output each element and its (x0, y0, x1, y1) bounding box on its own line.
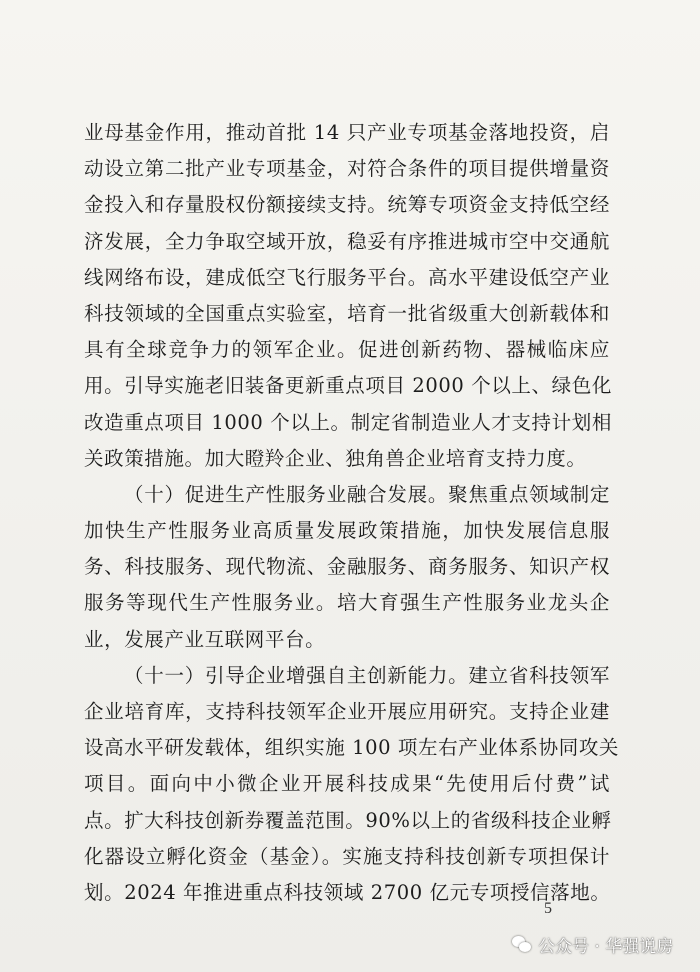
text-line: （十）促进生产性服务业融合发展。聚焦重点领域制定 (124, 482, 610, 506)
watermark-text: 公众号 · 华强说房 (538, 937, 674, 957)
text-line: 加快生产性服务业高质量发展政策措施，加快发展信息服 (84, 519, 610, 543)
text-line: 化器设立孵化资金（基金）。实施支持科技创新专项担保计 (84, 844, 610, 868)
body-text (84, 115, 620, 911)
text-line: 设高水平研发载体，组织实施 100 项左右产业体系协同攻关 (84, 736, 620, 760)
text-line: 动设立第二批产业专项基金，对符合条件的项目提供增量资 (84, 157, 610, 181)
text-line: 科技领域的全国重点实验室，培育一批省级重大创新载体和 (84, 301, 610, 325)
text-line: （十一）引导企业增强自主创新能力。建立省科技领军 (124, 663, 610, 687)
text-line: 服务等现代生产性服务业。培大育强生产性服务业龙头企 (84, 591, 610, 615)
text-line: 济发展，全力争取空域开放，稳妥有序推进城市空中交通航 (84, 229, 610, 253)
text-line: 线网络布设，建成低空飞行服务平台。高水平建设低空产业 (84, 265, 610, 289)
wechat-icon (512, 936, 532, 954)
text-line: 企业培育库，支持科技领军企业开展应用研究。支持企业建 (84, 700, 610, 723)
text-line: 金投入和存量股权份额接续支持。统筹专项资金支持低空经 (84, 193, 610, 217)
text-line: 项目。面向中小微企业开展科技成果“先使用后付费”试 (84, 772, 610, 796)
text-line: 业，发展产业互联网平台。 (84, 627, 326, 651)
text-line: 具有全球竞争力的领军企业。促进创新药物、器械临床应 (84, 338, 610, 362)
text-line: 关政策措施。加大瞪羚企业、独角兽企业培育支持力度。 (84, 446, 587, 470)
text-line: 点。扩大科技创新券覆盖范围。90%以上的省级科技企业孵 (84, 808, 612, 832)
text-line: 改造重点项目 1000 个以上。制定省制造业人才支持计划相 (84, 410, 612, 434)
text-line: 用。引导实施老旧装备更新重点项目 2000 个以上、绿色化 (84, 374, 612, 398)
watermark (512, 932, 673, 957)
page-number: 5 (544, 900, 552, 917)
text-line: 划。2024 年推进重点科技领域 2700 亿元专项授信落地。 (84, 880, 611, 904)
text-line: 业母基金作用，推动首批 14 只产业专项基金落地投资，启 (84, 121, 610, 144)
text-line: 务、科技服务、现代物流、金融服务、商务服务、知识产权 (84, 555, 610, 579)
